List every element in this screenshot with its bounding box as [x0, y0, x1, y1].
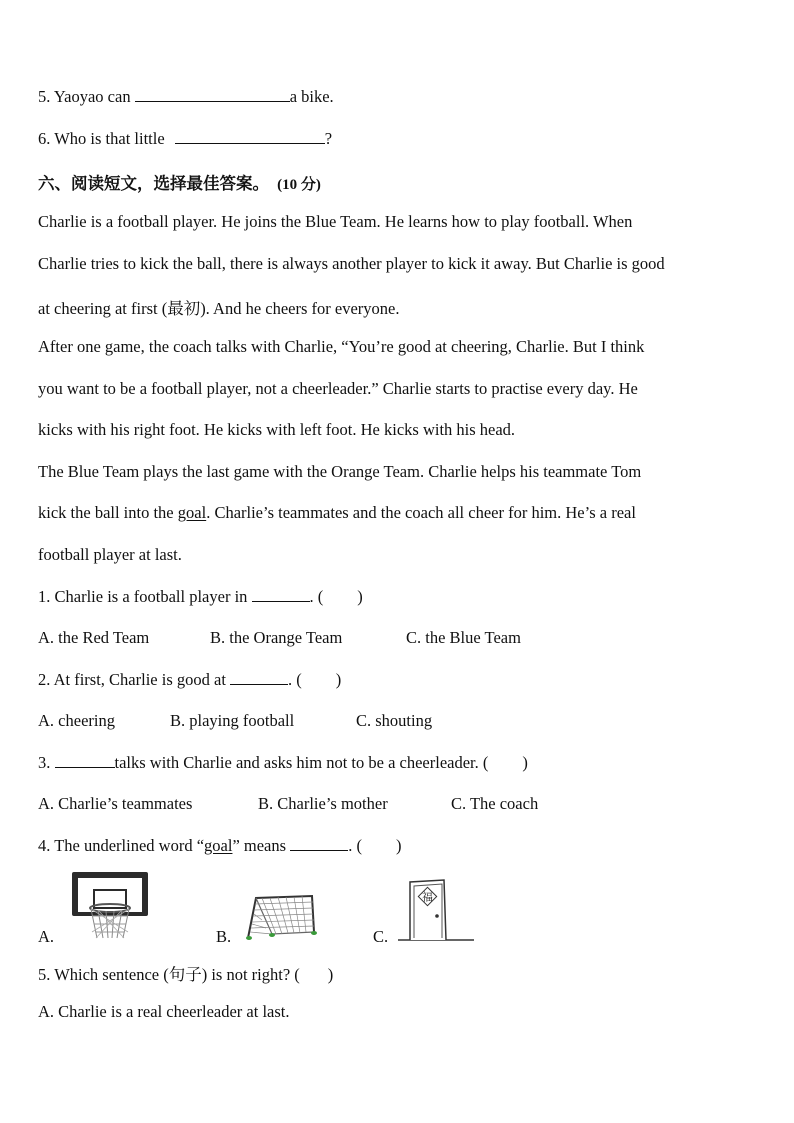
passage-line: football player at last. — [38, 545, 182, 564]
football-goal-image[interactable] — [242, 892, 318, 942]
question-5 — [38, 961, 333, 985]
option-b[interactable]: B. playing football — [170, 711, 295, 730]
option-c[interactable]: C. the Blue Team — [406, 628, 521, 647]
passage-line: Charlie tries to kick the ball, there is always another player to kick it away. But Charlie is good — [38, 254, 665, 273]
answer-blank[interactable] — [55, 766, 115, 768]
option-b[interactable]: B. the Orange Team — [210, 628, 343, 647]
question-2 — [38, 670, 341, 690]
question-stem-tail: . ( — [288, 670, 302, 689]
option-c[interactable]: C. — [373, 927, 389, 946]
basketball-hoop-image[interactable] — [70, 870, 152, 942]
question-stem: 3. — [38, 753, 55, 772]
passage-line: The Blue Team plays the last game with the Orange Team. Charlie helps his teammate Tom — [38, 462, 642, 481]
question-stem: 2. At first, Charlie is good at — [38, 670, 231, 689]
answer-blank[interactable] — [135, 100, 290, 102]
paren-close: ) — [395, 836, 402, 855]
question-stem: 4. The underlined word “ — [38, 836, 205, 855]
answer-blank[interactable] — [290, 849, 348, 851]
section-heading — [38, 170, 321, 194]
question-stem: 5. Which sentence (句子) is not right? ( — [38, 965, 300, 984]
fill-in-5 — [38, 87, 334, 107]
fill-in-5-tail: a bike. — [289, 87, 334, 106]
answer-blank[interactable] — [230, 683, 288, 685]
fill-in-6-text: 6. Who is that little — [38, 129, 169, 148]
paren-close: ) — [335, 670, 342, 689]
option-b[interactable]: B. Charlie’s mother — [258, 794, 388, 813]
passage-line: you want to be a football player, not a cheerleader.” Charlie starts to practise every day. He — [38, 379, 638, 398]
question-stem-tail: talks with Charlie and asks him not to be a cheerleader. ( — [114, 753, 489, 772]
underlined-word-goal: goal — [177, 503, 207, 522]
paren-close: ) — [522, 753, 528, 772]
answer-blank[interactable] — [175, 142, 325, 144]
section-points: (10 分) — [277, 177, 321, 193]
passage-line — [38, 503, 636, 523]
fill-in-6-tail: ? — [324, 129, 333, 148]
option-c[interactable]: C. shouting — [356, 711, 433, 730]
paren-close: ) — [357, 587, 363, 606]
question-stem: 1. Charlie is a football player in — [38, 587, 252, 606]
fill-in-6 — [38, 129, 332, 149]
answer-blank[interactable] — [252, 600, 310, 602]
question-stem-mid: ” means — [232, 836, 291, 855]
passage-text: kick the ball into the — [38, 503, 178, 522]
option-a[interactable]: A. cheering — [38, 711, 115, 730]
question-4 — [38, 836, 401, 856]
question-stem-tail: . ( — [348, 836, 362, 855]
option-a[interactable]: A. Charlie’s teammates — [38, 794, 193, 813]
paren-close: ) — [327, 965, 334, 984]
question-1 — [38, 587, 363, 607]
fill-in-5-text: 5. Yaoyao can — [38, 87, 135, 106]
option-b[interactable]: B. — [216, 927, 232, 946]
passage-line: Charlie is a football player. He joins the Blue Team. He learns how to play football. When — [38, 212, 633, 231]
passage-line: at cheering at first (最初). And he cheers for everyone. — [38, 299, 400, 318]
passage-line: After one game, the coach talks with Charlie, “You’re good at cheering, Charlie. But I think — [38, 337, 645, 356]
underlined-word-goal: goal — [204, 836, 233, 855]
option-a[interactable]: A. Charlie is a real cheerleader at last. — [38, 1002, 290, 1021]
option-c[interactable]: C. The coach — [451, 794, 539, 813]
option-a[interactable]: A. the Red Team — [38, 628, 150, 647]
section-title: 六、阅读短文，选择最佳答案。 — [38, 174, 269, 193]
door-image[interactable] — [396, 876, 476, 944]
question-stem-tail: . ( — [309, 587, 324, 606]
question-3 — [38, 753, 528, 773]
door-sign-text: 福 — [422, 890, 433, 904]
option-a[interactable]: A. — [38, 927, 55, 946]
passage-line: kicks with his right foot. He kicks with left foot. He kicks with his head. — [38, 420, 516, 439]
passage-text: . Charlie’s teammates and the coach all cheer for him. He’s a real — [206, 503, 636, 522]
